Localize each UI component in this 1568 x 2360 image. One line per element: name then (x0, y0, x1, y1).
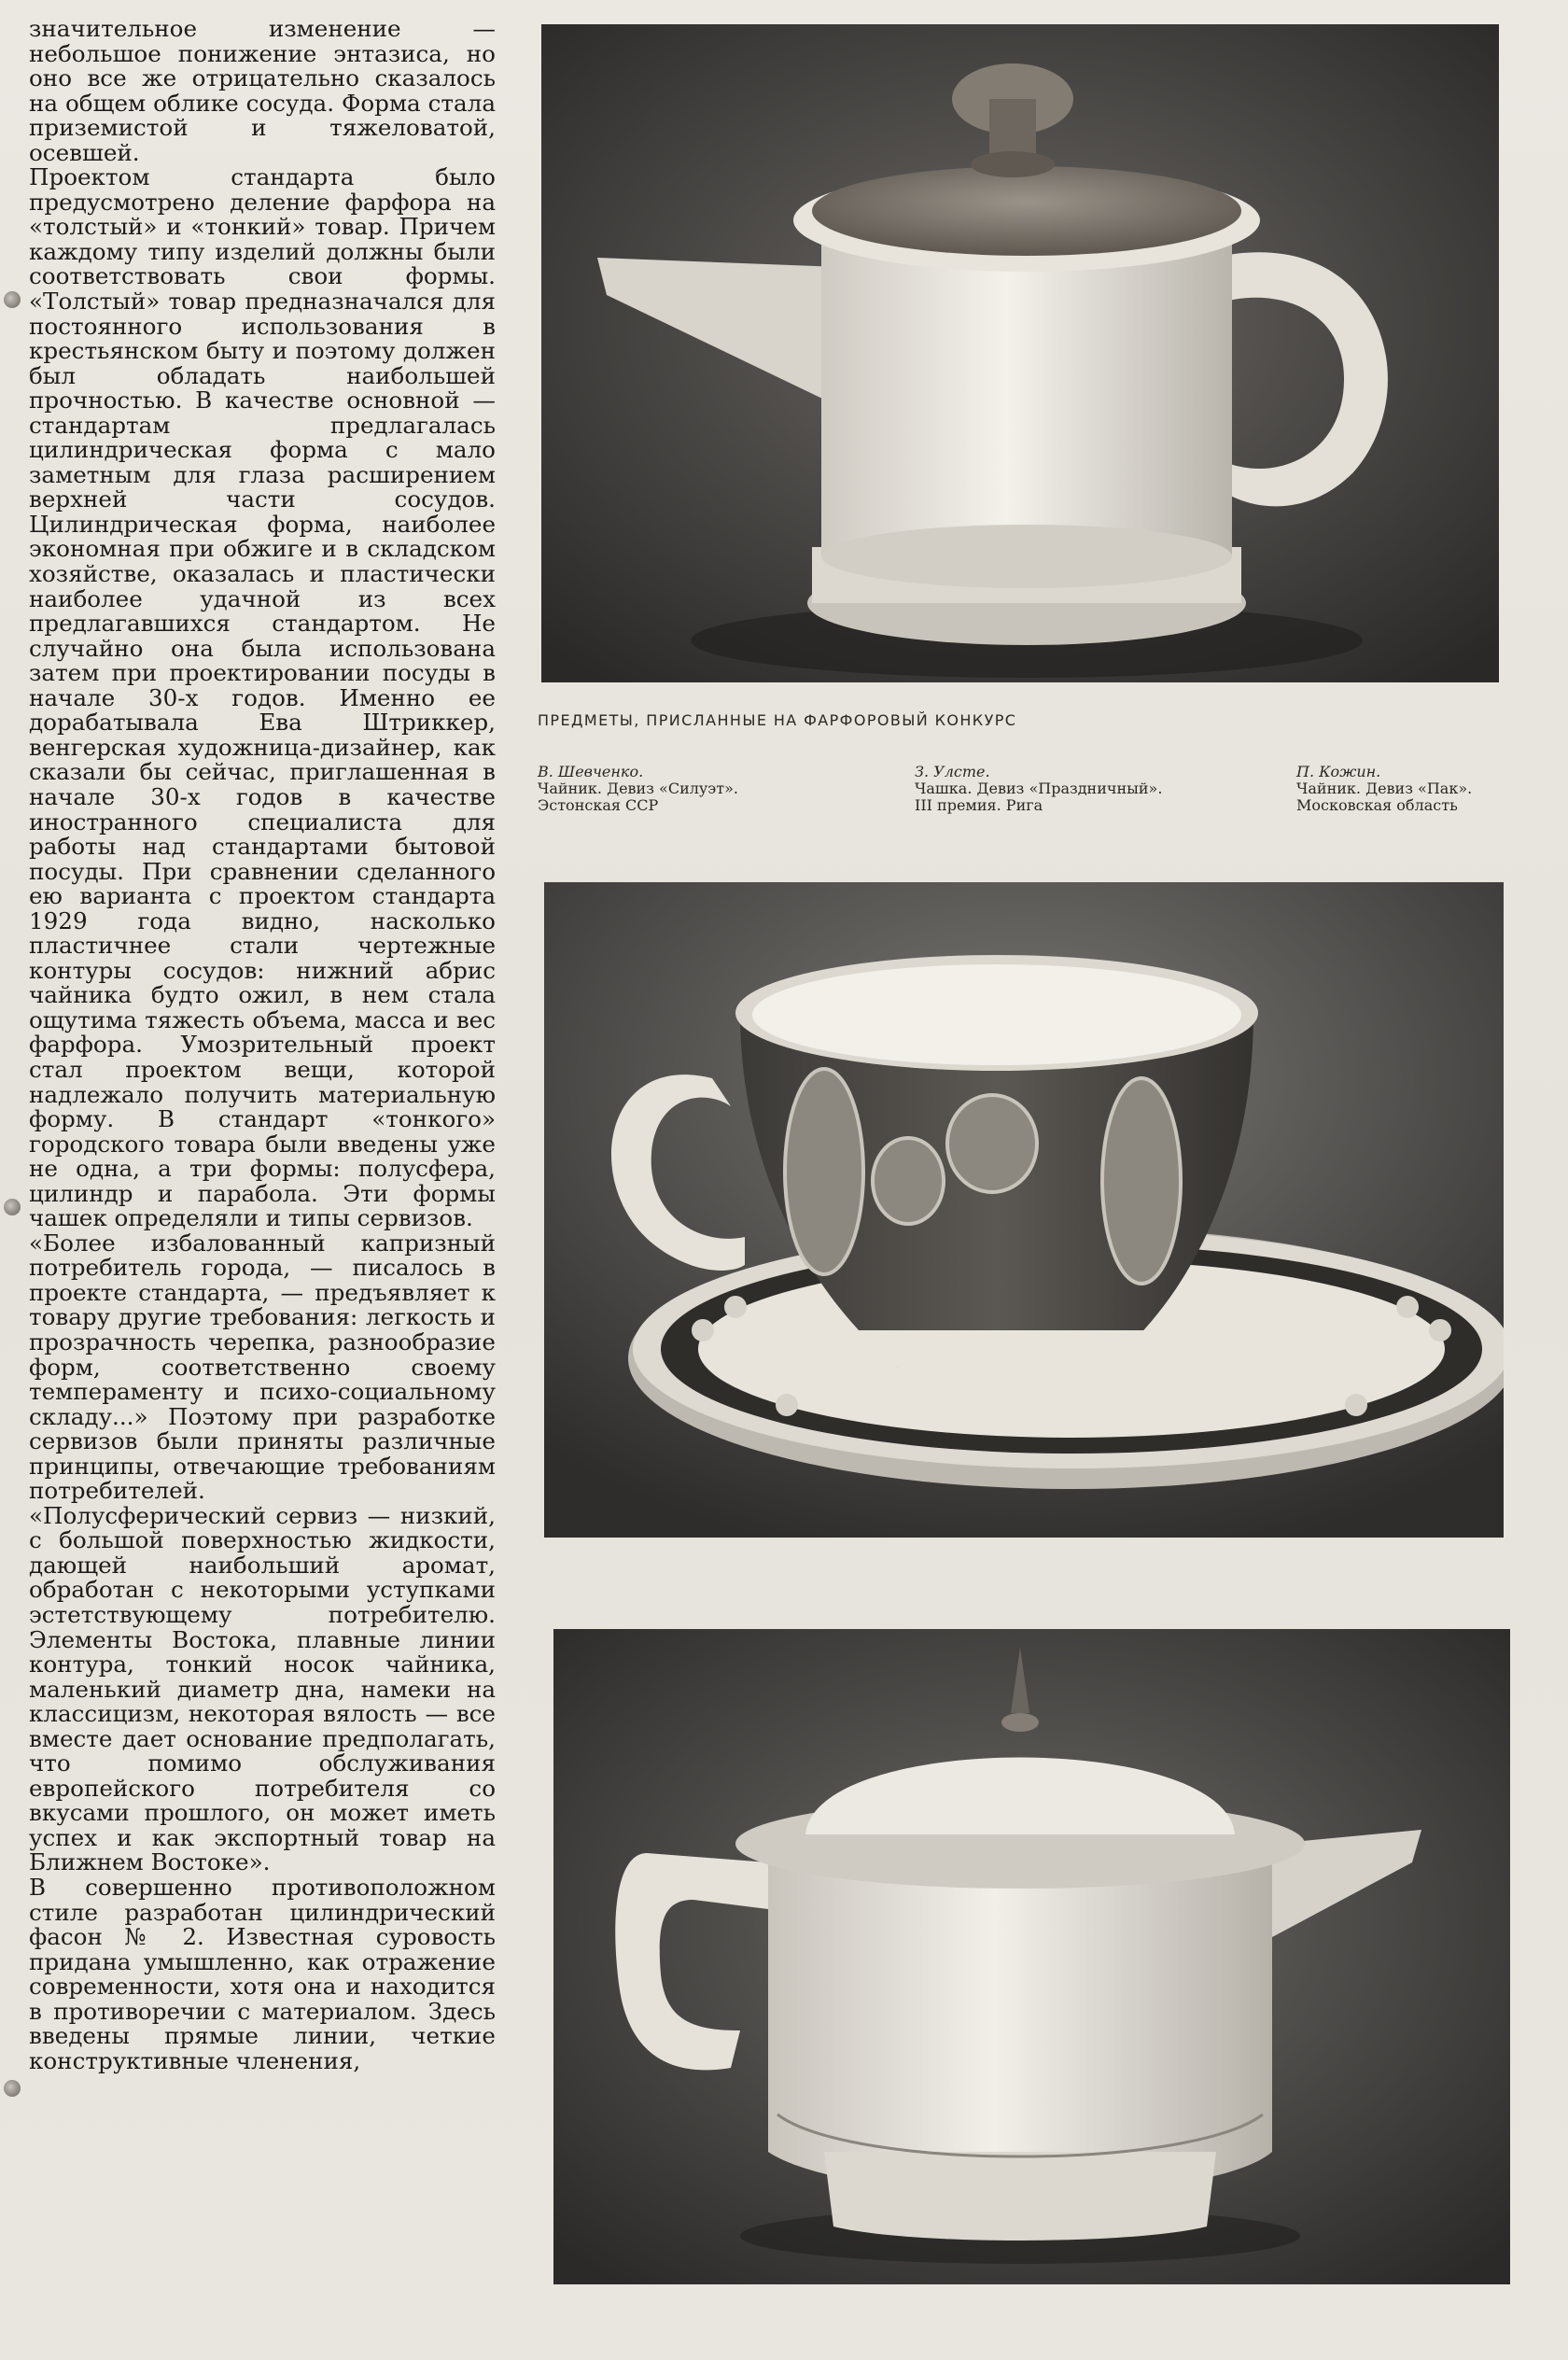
caption-item: Чашка. Девиз «Праздничный». (915, 780, 1163, 797)
punch-hole (4, 1199, 21, 1215)
caption-ulste (915, 764, 1162, 814)
article-paragraph: «Полусферический сервиз — низкий, с большой поверхностью жидкости, дающей наибольший аромат, обработан с некоторыми уступками эстетствующему потребителю. Элементы Востока, плавные линии контура, тонкий носок чайника, маленький диаметр дна, намеки на классицизм, некоторая вялость — все вместе дает основание предполагать, что помимо обслуживания европейского потребителя со вкусами прошлого, он может иметь успех и как экспортный товар на Ближнем Востоке». (29, 1501, 496, 1876)
article-paragraph: Проектом стандарта было предусмотрено деление фарфора на «толстый» и «тонкий» товар. Причем каждому типу изделий должны были соответствовать свои формы. «Толстый» товар предназначался для постоянного использования в крестьянском быту и поэтому должен был обладать наибольшей прочностью. В качестве основной — стандартам предлагалась цилиндрическая форма с мало заметным для глаза расширением верхней части сосудов. Цилиндрическая форма, наиболее экономная при обжиге и в складском хозяйстве, оказалась и пластически наиболее удачной из всех предлагавшихся стандартом. Не случайно она была использована затем при проектировании посуды в начале 30-х годов. Именно ее дорабатывала Ева Штриккер, венгерская художница-дизайнер, как сказали бы сейчас, приглашенная в начале 30-х годов в качестве иностранного специалиста для работы над стандартами бытовой посуды. При сравнении сделанного ею варианта с проектом стандарта 1929 года видно, насколько пластичнее стали чертежные контуры сосудов: нижний абрис чайника будто ожил, в нем стала ощутима тяжесть объема, масса и вес фарфора. Умозрительный проект стал проектом вещи, которой надлежало получить материальную форму. В стандарт «тонкого» городского товара были введены уже не одна, а три формы: полусфера, цилиндр и парабола. Эти формы чашек определяли и типы сервизов. (29, 163, 496, 1232)
article-paragraph: значительное изменение — небольшое понижение энтазиса, но оно все же отрицательно сказалось на общем облике сосуда. Форма стала приземистой и тяжеловатой, осевшей. (29, 15, 496, 166)
caption-shevchenko (538, 764, 738, 814)
caption-kozhin (1296, 764, 1472, 814)
caption-origin: Эстонская ССР (538, 796, 659, 814)
caption-item: Чайник. Девиз «Пак». (1296, 780, 1473, 797)
caption-author: П. Кожин. (1296, 763, 1381, 780)
figure-title: ПРЕДМЕТЫ, ПРИСЛАННЫЕ НА ФАРФОРОВЫЙ КОНКУРС (538, 711, 1017, 729)
caption-author: З. Улсте. (915, 763, 990, 780)
caption-item: Чайник. Девиз «Силуэт». (538, 780, 738, 797)
teapot-silhouette-photo (541, 24, 1499, 682)
article-paragraph: В совершенно противоположном стиле разработан цилиндрический фасон № 2. Известная суровость придана умышленно, как отражение современности, хотя она и находится в противоречии с материалом. Здесь введены прямые линии, четкие конструктивные членения, (29, 1874, 496, 2074)
punch-hole (4, 291, 21, 308)
article-paragraph: «Более избалованный капризный потребитель города, — писалось в проекте стандарта, — предъявляет к товару другие требования: легкость и прозрачность черепка, разнообразие форм, соответственно своему темпераменту и психо-социальному складу...» Поэтому при разработке сервизов были приняты различные принципы, отвечающие требованиям потребителей. (29, 1229, 496, 1505)
caption-origin: Московская область (1296, 796, 1458, 814)
caption-author: В. Шевченко. (538, 763, 644, 780)
caption-origin: III премия. Рига (915, 796, 1043, 814)
teapot-pak-photo (553, 1629, 1510, 2284)
cup-festive-photo (544, 882, 1504, 1538)
punch-hole (4, 2080, 21, 2097)
article-text-column (29, 17, 496, 2073)
